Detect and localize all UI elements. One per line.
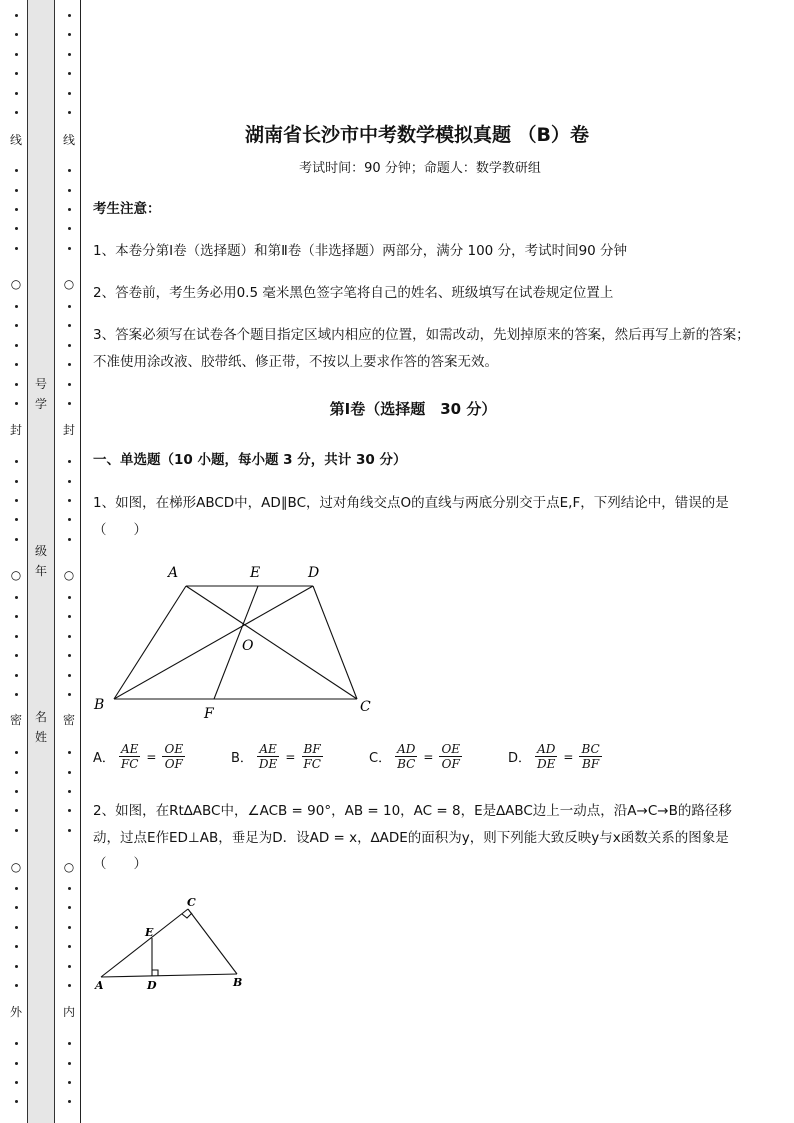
margin-dot — [15, 829, 18, 832]
margin-dot — [68, 383, 71, 386]
margin-dot — [15, 984, 18, 987]
fraction — [579, 742, 601, 771]
margin-dot — [68, 1100, 71, 1103]
margin-dot — [15, 1062, 18, 1065]
margin-dot — [68, 344, 71, 347]
margin-dot — [15, 14, 18, 17]
margin-dot — [15, 499, 18, 502]
inner-line-char: 线 — [62, 133, 75, 147]
margin-dot — [68, 538, 71, 541]
q1-option-c[interactable] — [369, 742, 462, 771]
label-b: B — [94, 697, 105, 713]
q1-option-b[interactable] — [231, 742, 323, 771]
margin-dot — [68, 460, 71, 463]
margin-dot — [68, 809, 71, 812]
margin-dot — [68, 615, 71, 618]
exam-title: 湖南省长沙市中考数学模拟真题 （B）卷 — [244, 124, 590, 146]
margin-dot — [15, 111, 18, 114]
margin-dot — [15, 674, 18, 677]
margin-dot — [68, 33, 71, 36]
segment-cb — [188, 909, 237, 974]
numerator: AD — [537, 742, 556, 756]
margin-dot — [68, 654, 71, 657]
margin-dot — [15, 887, 18, 890]
margin-dot — [68, 751, 71, 754]
right-angle-mark-d — [152, 970, 158, 976]
margin-dot — [15, 654, 18, 657]
inner-ring: ○ — [61, 568, 77, 582]
margin-dot — [15, 305, 18, 308]
denominator: OF — [164, 757, 183, 771]
q1-option-a[interactable] — [93, 742, 185, 771]
equals-sign: = — [146, 749, 157, 764]
numerator: AE — [120, 742, 139, 756]
margin-dot — [68, 305, 71, 308]
margin-dot — [68, 1081, 71, 1084]
grade-label-1: 级 — [34, 544, 47, 558]
numerator: BC — [581, 742, 600, 756]
label-o: O — [242, 638, 254, 654]
fraction — [119, 742, 141, 771]
margin-dot — [68, 771, 71, 774]
label-a: A — [95, 979, 104, 992]
margin-dot — [15, 635, 18, 638]
q1-stem: 1、如图，在梯形ABCD中，AD∥BC，过对角线交点O的直线与两底分别交于点E,F，下列结论中，错误的是（ ） — [93, 495, 729, 538]
outer-ring: ○ — [8, 860, 24, 874]
notice-item-3: 3、答案必须写在试卷各个题目指定区域内相应的位置，如需改动，先划掉原来的答案，然后再写上新的答案；不准使用涂改液、胶带纸、修正带，不按以上要求作答的答案无效。 — [93, 327, 750, 370]
margin-dot — [68, 92, 71, 95]
margin-dot — [68, 965, 71, 968]
margin-dot — [68, 693, 71, 696]
margin-dot — [68, 72, 71, 75]
inner-inside-char: 内 — [62, 1005, 75, 1019]
margin-dot — [68, 1062, 71, 1065]
outer-outside-char: 外 — [9, 1005, 22, 1019]
margin-dot — [68, 53, 71, 56]
margin-dot — [68, 790, 71, 793]
numerator: AD — [397, 742, 416, 756]
margin-dot — [15, 208, 18, 211]
label-d: D — [147, 979, 157, 992]
q2-triangle-figure — [92, 893, 252, 993]
name-label-2: 姓 — [34, 730, 47, 744]
margin-dot — [15, 790, 18, 793]
margin-dot — [68, 984, 71, 987]
margin-dot — [15, 92, 18, 95]
name-label-1: 名 — [34, 710, 47, 724]
margin-dot — [15, 1100, 18, 1103]
label-d: D — [308, 565, 320, 581]
margin-dot — [68, 945, 71, 948]
margin-dot — [15, 751, 18, 754]
margin-dot — [68, 363, 71, 366]
right-angle-mark-c — [182, 913, 192, 918]
margin-dot — [68, 906, 71, 909]
margin-dot — [15, 227, 18, 230]
margin-dot — [15, 945, 18, 948]
fraction — [301, 742, 323, 771]
segment-ab — [114, 586, 186, 699]
q1-option-d[interactable] — [508, 742, 602, 771]
outer-seal-char: 封 — [9, 423, 22, 437]
margin-dot — [68, 189, 71, 192]
margin-dot — [15, 693, 18, 696]
margin-dot — [15, 72, 18, 75]
margin-dot — [68, 499, 71, 502]
student-no-label-1: 号 — [34, 377, 47, 391]
margin-dot — [15, 1042, 18, 1045]
q1-trapezoid-figure — [88, 560, 388, 725]
label-c: C — [187, 896, 196, 909]
diagonal-ac — [186, 586, 357, 699]
margin-dot — [15, 383, 18, 386]
margin-dot — [15, 809, 18, 812]
segment-ac — [101, 909, 188, 977]
margin-dot — [15, 771, 18, 774]
label-e: E — [145, 926, 154, 939]
margin-dot — [68, 247, 71, 250]
denominator: DE — [537, 757, 556, 771]
fraction — [535, 742, 557, 771]
margin-dot — [68, 402, 71, 405]
margin-dot — [68, 111, 71, 114]
margin-dot — [68, 596, 71, 599]
option-letter: D． — [508, 751, 532, 766]
margin-dot — [15, 518, 18, 521]
margin-dot — [68, 169, 71, 172]
fraction — [439, 742, 462, 771]
outer-ring: ○ — [8, 568, 24, 582]
numerator: BF — [303, 742, 321, 756]
margin-dot — [68, 1042, 71, 1045]
numerator: OE — [441, 742, 461, 756]
outer-dense-char: 密 — [9, 713, 22, 727]
margin-dot — [68, 887, 71, 890]
student-no-label-2: 学 — [34, 397, 47, 411]
denominator: BC — [397, 757, 416, 771]
margin-dot — [15, 33, 18, 36]
section-title: 第Ⅰ卷（选择题 30 分） — [329, 400, 497, 418]
margin-dot — [15, 596, 18, 599]
numerator: OE — [164, 742, 184, 756]
margin-dot — [15, 324, 18, 327]
margin-dot — [15, 363, 18, 366]
margin-dot — [68, 324, 71, 327]
denominator: FC — [120, 757, 139, 771]
outer-ring: ○ — [8, 277, 24, 291]
fraction — [395, 742, 417, 771]
margin-dot — [15, 189, 18, 192]
inner-ring: ○ — [61, 277, 77, 291]
label-f: F — [204, 706, 214, 722]
margin-dot — [68, 208, 71, 211]
margin-dot — [15, 906, 18, 909]
margin-dot — [15, 615, 18, 618]
margin-dot — [68, 674, 71, 677]
margin-dot — [68, 829, 71, 832]
inner-seal-char: 封 — [62, 423, 75, 437]
margin-dot — [15, 480, 18, 483]
grade-label-2: 年 — [34, 564, 47, 578]
numerator: AE — [259, 742, 277, 756]
margin-dot — [15, 926, 18, 929]
segment-ab — [101, 974, 237, 977]
denominator: OF — [441, 757, 460, 771]
diagonal-bd — [114, 586, 313, 699]
margin-dot — [68, 635, 71, 638]
fraction — [257, 742, 279, 771]
denominator: DE — [258, 757, 278, 771]
notice-item-2: 2、答卷前，考生务必用0.5 毫米黑色签字笔将自己的姓名、班级填写在试卷规定位置上 — [93, 285, 614, 301]
equals-sign: = — [423, 749, 434, 764]
margin-dot — [15, 53, 18, 56]
inner-dense-char: 密 — [62, 713, 75, 727]
margin-dot — [15, 344, 18, 347]
margin-dot — [68, 227, 71, 230]
segment-dc — [313, 586, 357, 699]
margin-dot — [15, 247, 18, 250]
option-letter: A． — [93, 751, 115, 766]
margin-dot — [15, 965, 18, 968]
margin-dot — [68, 518, 71, 521]
margin-dot — [15, 169, 18, 172]
notice-heading: 考生注意： — [93, 201, 161, 217]
part-title: 一、单选题（10 小题，每小题 3 分，共计 30 分） — [93, 452, 407, 468]
option-letter: C． — [369, 751, 392, 766]
inner-ring: ○ — [61, 860, 77, 874]
equals-sign: = — [285, 749, 296, 764]
denominator: BF — [582, 757, 600, 771]
exam-subtitle: 考试时间：90 分钟；命题人：数学教研组 — [299, 161, 541, 176]
margin-dot — [15, 1081, 18, 1084]
equals-sign: = — [563, 749, 574, 764]
outer-line-char: 线 — [9, 133, 22, 147]
option-letter: B． — [231, 751, 253, 766]
denominator: FC — [303, 757, 321, 771]
label-b: B — [233, 976, 243, 989]
notice-item-1: 1、本卷分第Ⅰ卷（选择题）和第Ⅱ卷（非选择题）两部分，满分 100 分，考试时间90 分钟 — [93, 243, 628, 259]
fraction — [162, 742, 185, 771]
margin-dot — [68, 14, 71, 17]
label-c: C — [360, 699, 371, 715]
label-a: A — [168, 565, 179, 581]
q2-stem: 2、如图，在Rt∆ABC中，∠ACB = 90°，AB = 10，AC = 8，E是∆ABC边上一动点，沿A→C→B的路径移动，过点E作ED⊥AB，垂足为D．设AD = x，∆ADE的面积为y，则下列能大致反映y与x函数关系的图象是（ ） — [93, 803, 732, 872]
margin-dot — [68, 480, 71, 483]
margin-dot — [68, 926, 71, 929]
label-e: E — [250, 565, 261, 581]
margin-dot — [15, 402, 18, 405]
margin-dot — [15, 460, 18, 463]
margin-dot — [15, 538, 18, 541]
